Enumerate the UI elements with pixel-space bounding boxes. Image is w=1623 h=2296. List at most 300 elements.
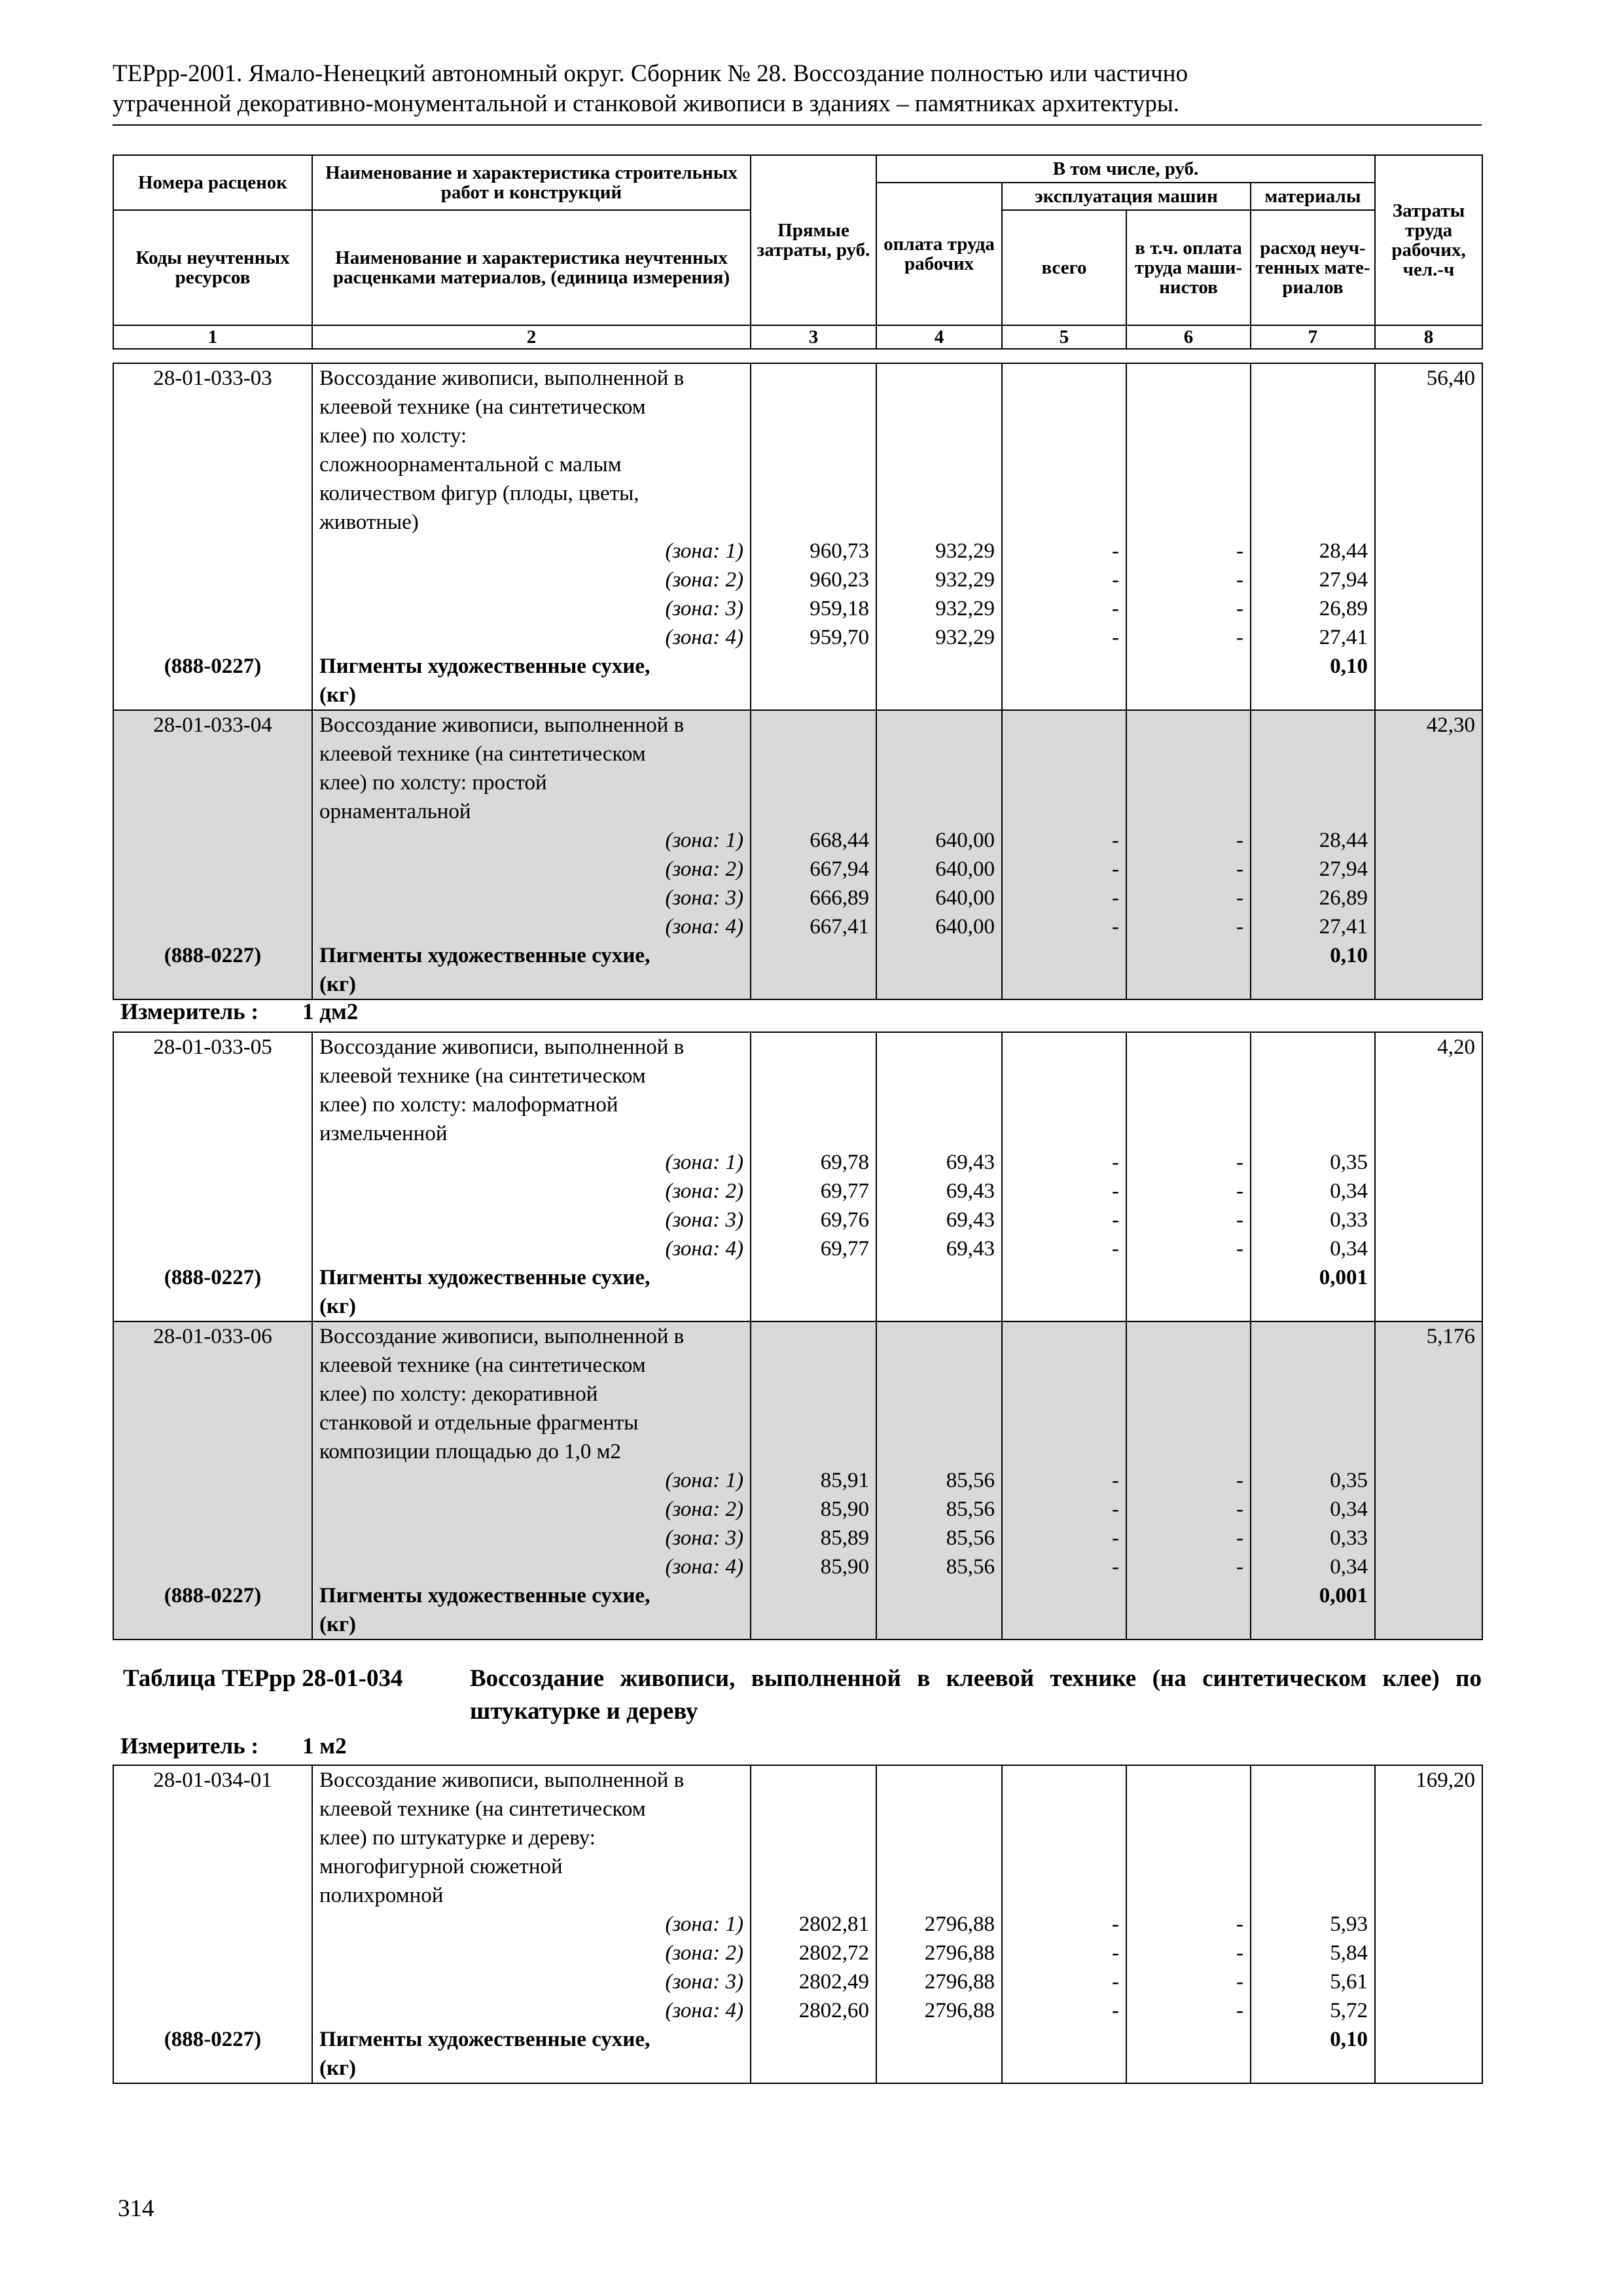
machine-labor-value: -: [1236, 1498, 1243, 1521]
machine-labor-value: -: [1236, 597, 1243, 620]
labor-pay-value: 2796,88: [924, 1941, 995, 1965]
machine-labor-value: -: [1236, 539, 1243, 563]
spacer: [1258, 1766, 1368, 1795]
rate-description-cell: [312, 1765, 751, 2083]
rate-row: [113, 1032, 1482, 1321]
spacer: [1133, 1795, 1243, 1823]
spacer: [883, 1062, 995, 1090]
spacer: [883, 1823, 995, 1852]
description-line: клеевой технике (на синтетическом: [319, 742, 646, 766]
materials-value: 27,94: [1319, 857, 1368, 881]
col-num-5: 5: [1002, 325, 1126, 349]
materials-value: 0,34: [1330, 1498, 1368, 1521]
description-line: орнаментальной: [319, 800, 471, 823]
col-direct-costs: Прямые затраты, руб.: [751, 155, 876, 325]
spacer: [120, 508, 305, 537]
materials-value: 0,34: [1330, 1555, 1368, 1579]
description-line: станковой и отдельные фрагменты: [319, 1411, 639, 1435]
materials-value: 5,93: [1330, 1912, 1368, 1936]
rate-description-cell: [312, 710, 751, 999]
measure-unit-1: [120, 999, 359, 1025]
labor-pay-cell: [876, 710, 1002, 999]
machine-total-value: -: [1112, 1970, 1119, 1994]
labor-pay-cell: [876, 1765, 1002, 2083]
spacer: [120, 1552, 305, 1581]
rates-table-033-b: [113, 1031, 1483, 1640]
materials-value: 0,35: [1330, 1151, 1368, 1174]
spacer: [758, 1881, 869, 1910]
spacer: [1009, 1881, 1119, 1910]
rate-code-cell: [113, 1321, 312, 1640]
table-034-label: Таблица ТЕРрр 28-01-034: [123, 1665, 403, 1692]
materials-cell: [1251, 710, 1375, 999]
machine-labor-cell: [1126, 1321, 1251, 1640]
direct-cost-value: 2802,72: [798, 1941, 869, 1965]
zone-label: (зона: 3): [665, 597, 743, 620]
materials-value: 26,89: [1319, 886, 1368, 910]
direct-cost-value: 85,89: [820, 1526, 869, 1550]
machine-labor-value: -: [1236, 626, 1243, 649]
materials-value: 0,33: [1330, 1208, 1368, 1232]
description-line: клее) по холсту: декоративной: [319, 1382, 598, 1406]
zone-label: (зона: 4): [665, 915, 743, 939]
direct-cost-value: 85,90: [820, 1555, 869, 1579]
spacer: [1258, 1795, 1368, 1823]
spacer: [883, 1322, 995, 1351]
description-line: животные): [319, 511, 419, 534]
description-line: Воссоздание живописи, выполненной в: [319, 713, 685, 737]
spacer: [120, 855, 305, 884]
spacer: [120, 1795, 305, 1823]
table-034-name: Воссоздание живописи, выполненной в клеевой технике (на синтетическом клее) по штукатурке и дереву: [470, 1665, 1482, 1725]
resource-unit: (кг): [319, 1613, 356, 1636]
spacer: [758, 1380, 869, 1408]
description-line: клеевой технике (на синтетическом: [319, 1797, 646, 1821]
labor-pay-cell: [876, 1032, 1002, 1321]
spacer: [883, 1766, 995, 1795]
zone-label: (зона: 3): [665, 1970, 743, 1994]
description-line: композиции площадью до 1,0 м2: [319, 1440, 622, 1463]
machine-labor-value: -: [1236, 1469, 1243, 1492]
description-line: клее) по холсту: простой: [319, 771, 547, 795]
spacer: [120, 1852, 305, 1881]
spacer: [1009, 1351, 1119, 1380]
spacer: [758, 364, 869, 393]
zone-label: (зона: 1): [665, 829, 743, 852]
direct-cost-cell: [751, 1032, 876, 1321]
direct-cost-value: 69,77: [820, 1179, 869, 1203]
col-machine-labor: в т.ч. оплата труда маши-нистов: [1126, 210, 1251, 325]
spacer: [1133, 1881, 1243, 1910]
resource-name: Пигменты художественные сухие,: [319, 2028, 651, 2051]
spacer: [883, 1408, 995, 1437]
direct-cost-value: 668,44: [810, 829, 869, 852]
resource-unit: (кг): [319, 973, 356, 996]
spacer: [1133, 711, 1243, 740]
spacer: [1258, 1090, 1368, 1119]
labor-pay-value: 932,29: [935, 597, 995, 620]
zone-label: (зона: 1): [665, 1469, 743, 1492]
spacer: [120, 740, 305, 768]
column-header-table: [113, 154, 1483, 350]
machine-total-cell: [1002, 1321, 1126, 1640]
labor-pay-value: 640,00: [935, 886, 995, 910]
machine-total-value: -: [1112, 1526, 1119, 1550]
spacer: [1258, 740, 1368, 768]
machine-total-cell: [1002, 1765, 1126, 2083]
machine-total-value: -: [1112, 1208, 1119, 1232]
spacer: [883, 740, 995, 768]
spacer: [883, 450, 995, 479]
spacer: [1133, 768, 1243, 797]
rate-description-cell: [312, 1032, 751, 1321]
page-header: [113, 59, 1480, 119]
machine-total-cell: [1002, 363, 1126, 710]
rate-code-cell: [113, 363, 312, 710]
spacer: [1009, 1090, 1119, 1119]
spacer: [1133, 1119, 1243, 1148]
spacer: [1133, 797, 1243, 826]
labor-pay-cell: [876, 363, 1002, 710]
machine-labor-cell: [1126, 710, 1251, 999]
spacer: [120, 1996, 305, 2025]
spacer: [120, 826, 305, 855]
rate-description-cell: [312, 363, 751, 710]
col-materials-unaccounted: расход неуч-тенных мате-риалов: [1251, 210, 1375, 325]
spacer: [1258, 1823, 1368, 1852]
spacer: [1009, 364, 1119, 393]
spacer: [1258, 364, 1368, 393]
rate-row: [113, 363, 1482, 710]
labor-hours-cell: [1375, 710, 1482, 999]
rate-code: 28-01-033-06: [153, 1325, 272, 1348]
labor-pay-value: 932,29: [935, 568, 995, 592]
description-line: клеевой технике (на синтетическом: [319, 1354, 646, 1377]
spacer: [1258, 1033, 1368, 1062]
spacer: [120, 1495, 305, 1524]
labor-pay-value: 85,56: [946, 1555, 995, 1579]
spacer: [1133, 393, 1243, 422]
spacer: [758, 711, 869, 740]
spacer: [883, 1852, 995, 1881]
spacer: [120, 537, 305, 565]
direct-cost-value: 667,41: [810, 915, 869, 939]
machine-total-value: -: [1112, 1555, 1119, 1579]
spacer: [758, 1062, 869, 1090]
pigment-quantity: 0,10: [1330, 2028, 1368, 2051]
materials-value: 27,94: [1319, 568, 1368, 592]
materials-value: 28,44: [1319, 539, 1368, 563]
resource-name: Пигменты художественные сухие,: [319, 944, 651, 967]
labor-pay-value: 69,43: [946, 1179, 995, 1203]
machine-total-value: -: [1112, 1498, 1119, 1521]
spacer: [120, 1939, 305, 1967]
rate-row: [113, 710, 1482, 999]
spacer: [120, 422, 305, 450]
spacer: [120, 479, 305, 508]
spacer: [120, 797, 305, 826]
spacer: [883, 393, 995, 422]
machine-labor-value: -: [1236, 568, 1243, 592]
resource-unit: (кг): [319, 1295, 356, 1318]
description-line: многофигурной сюжетной: [319, 1855, 563, 1878]
spacer: [883, 1795, 995, 1823]
labor-pay-value: 932,29: [935, 626, 995, 649]
spacer: [120, 1177, 305, 1206]
col-machine-operation: эксплуатация машин: [1002, 183, 1251, 210]
direct-cost-value: 85,91: [820, 1469, 869, 1492]
machine-labor-value: -: [1236, 1912, 1243, 1936]
resource-unit: (кг): [319, 2056, 356, 2080]
machine-labor-value: -: [1236, 1970, 1243, 1994]
spacer: [120, 1437, 305, 1466]
spacer: [758, 797, 869, 826]
spacer: [120, 1823, 305, 1852]
spacer: [1133, 364, 1243, 393]
resource-name: Пигменты художественные сухие,: [319, 1266, 651, 1289]
col-rate-numbers: Номера расценок: [113, 155, 312, 210]
machine-total-value: -: [1112, 539, 1119, 563]
labor-pay-value: 640,00: [935, 915, 995, 939]
spacer: [883, 711, 995, 740]
spacer: [120, 1466, 305, 1495]
machine-labor-value: -: [1236, 1208, 1243, 1232]
materials-value: 5,61: [1330, 1970, 1368, 1994]
spacer: [1133, 1380, 1243, 1408]
pigment-quantity: 0,001: [1319, 1584, 1368, 1607]
machine-total-value: -: [1112, 1941, 1119, 1965]
spacer: [883, 1351, 995, 1380]
resource-name: Пигменты художественные сухие,: [319, 655, 651, 678]
spacer: [1133, 1408, 1243, 1437]
labor-pay-cell: [876, 1321, 1002, 1640]
measure-label: Измеритель :: [120, 1733, 259, 1759]
labor-hours: 56,40: [1426, 367, 1475, 390]
rate-code: 28-01-033-05: [153, 1035, 272, 1059]
spacer: [1009, 393, 1119, 422]
labor-hours: 42,30: [1426, 713, 1475, 737]
spacer: [120, 1090, 305, 1119]
rate-code: 28-01-033-04: [153, 713, 272, 737]
description-line: полихромной: [319, 1884, 444, 1907]
spacer: [120, 1206, 305, 1234]
direct-cost-value: 960,23: [810, 568, 869, 592]
machine-labor-cell: [1126, 1032, 1251, 1321]
labor-pay-value: 85,56: [946, 1498, 995, 1521]
spacer: [758, 393, 869, 422]
zone-label: (зона: 2): [665, 568, 743, 592]
col-num-2: 2: [312, 325, 751, 349]
zone-label: (зона: 4): [665, 1999, 743, 2022]
materials-value: 5,72: [1330, 1999, 1368, 2022]
spacer: [120, 768, 305, 797]
spacer: [1258, 393, 1368, 422]
spacer: [1258, 1852, 1368, 1881]
rate-code-cell: [113, 710, 312, 999]
col-num-3: 3: [751, 325, 876, 349]
zone-label: (зона: 4): [665, 1555, 743, 1579]
machine-total-value: -: [1112, 1912, 1119, 1936]
direct-cost-cell: [751, 710, 876, 999]
zone-label: (зона: 2): [665, 1941, 743, 1965]
description-line: измельченной: [319, 1122, 448, 1145]
zone-label: (зона: 1): [665, 1151, 743, 1174]
description-line: Воссоздание живописи, выполненной в: [319, 1768, 685, 1792]
spacer: [1258, 1408, 1368, 1437]
spacer: [883, 797, 995, 826]
machine-total-value: -: [1112, 1237, 1119, 1261]
direct-cost-value: 2802,81: [798, 1912, 869, 1936]
machine-labor-value: -: [1236, 829, 1243, 852]
col-machine-total: всего: [1002, 210, 1126, 325]
machine-labor-cell: [1126, 1765, 1251, 2083]
machine-labor-value: -: [1236, 1237, 1243, 1261]
spacer: [883, 479, 995, 508]
spacer: [1133, 1351, 1243, 1380]
spacer: [120, 393, 305, 422]
rate-description-cell: [312, 1321, 751, 1640]
spacer: [758, 1322, 869, 1351]
machine-total-value: -: [1112, 597, 1119, 620]
spacer: [1258, 422, 1368, 450]
spacer: [883, 364, 995, 393]
spacer: [883, 1119, 995, 1148]
materials-value: 0,35: [1330, 1469, 1368, 1492]
labor-hours-cell: [1375, 1765, 1482, 2083]
machine-total-value: -: [1112, 1469, 1119, 1492]
spacer: [758, 1852, 869, 1881]
rate-code: 28-01-034-01: [153, 1768, 272, 1792]
spacer: [1258, 768, 1368, 797]
spacer: [1009, 422, 1119, 450]
col-resource-codes: Коды неучтенных ресурсов: [113, 210, 312, 325]
spacer: [120, 1524, 305, 1552]
rate-row: [113, 1321, 1482, 1640]
spacer: [1258, 508, 1368, 537]
spacer: [758, 768, 869, 797]
labor-hours-cell: [1375, 1032, 1482, 1321]
spacer: [1009, 1795, 1119, 1823]
direct-cost-cell: [751, 1321, 876, 1640]
spacer: [883, 1090, 995, 1119]
materials-cell: [1251, 1765, 1375, 2083]
rates-table-034: [113, 1765, 1483, 2084]
machine-total-value: -: [1112, 829, 1119, 852]
resource-code: (888-0227): [164, 1266, 262, 1289]
spacer: [120, 450, 305, 479]
spacer: [1133, 1322, 1243, 1351]
spacer: [1009, 1823, 1119, 1852]
direct-cost-value: 960,73: [810, 539, 869, 563]
description-line: Воссоздание живописи, выполненной в: [319, 1325, 685, 1348]
labor-hours: 4,20: [1437, 1035, 1475, 1059]
spacer: [1133, 479, 1243, 508]
labor-pay-value: 69,43: [946, 1151, 995, 1174]
zone-label: (зона: 4): [665, 1237, 743, 1261]
spacer: [758, 508, 869, 537]
spacer: [1133, 1033, 1243, 1062]
materials-value: 0,34: [1330, 1179, 1368, 1203]
spacer: [1258, 797, 1368, 826]
spacer: [1133, 1823, 1243, 1852]
rate-code: 28-01-033-03: [153, 367, 272, 390]
direct-cost-value: 69,77: [820, 1237, 869, 1261]
resource-code: (888-0227): [164, 2028, 262, 2051]
machine-total-value: -: [1112, 1999, 1119, 2022]
spacer: [1009, 1380, 1119, 1408]
direct-cost-value: 69,78: [820, 1151, 869, 1174]
resource-name: Пигменты художественные сухие,: [319, 1584, 651, 1607]
zone-label: (зона: 2): [665, 1498, 743, 1521]
spacer: [1258, 1380, 1368, 1408]
spacer: [883, 1881, 995, 1910]
spacer: [1258, 1881, 1368, 1910]
spacer: [120, 1881, 305, 1910]
materials-cell: [1251, 363, 1375, 710]
zone-label: (зона: 4): [665, 626, 743, 649]
spacer: [120, 884, 305, 912]
spacer: [120, 1148, 305, 1177]
spacer: [883, 768, 995, 797]
spacer: [1258, 1062, 1368, 1090]
machine-labor-value: -: [1236, 886, 1243, 910]
labor-hours-cell: [1375, 363, 1482, 710]
machine-labor-value: -: [1236, 1151, 1243, 1174]
materials-value: 27,41: [1319, 915, 1368, 939]
labor-pay-value: 85,56: [946, 1526, 995, 1550]
measure-unit-2: [120, 1733, 347, 1759]
measure-value: 1 м2: [302, 1733, 347, 1759]
direct-cost-cell: [751, 363, 876, 710]
spacer: [758, 1766, 869, 1795]
spacer: [120, 1967, 305, 1996]
spacer: [120, 623, 305, 652]
description-line: клеевой технике (на синтетическом: [319, 1064, 646, 1088]
spacer: [1009, 1766, 1119, 1795]
spacer: [1133, 1090, 1243, 1119]
col-materials: материалы: [1251, 183, 1375, 210]
zone-label: (зона: 1): [665, 539, 743, 563]
spacer: [1133, 1437, 1243, 1466]
labor-pay-value: 69,43: [946, 1208, 995, 1232]
resource-unit: (кг): [319, 683, 356, 707]
spacer: [1133, 1062, 1243, 1090]
spacer: [758, 1823, 869, 1852]
spacer: [1258, 1119, 1368, 1148]
description-line: количеством фигур (плоды, цветы,: [319, 482, 639, 505]
col-num-1: 1: [113, 325, 312, 349]
spacer: [120, 1119, 305, 1148]
spacer: [758, 740, 869, 768]
spacer: [1009, 1119, 1119, 1148]
labor-pay-value: 2796,88: [924, 1912, 995, 1936]
direct-cost-value: 959,18: [810, 597, 869, 620]
spacer: [1258, 450, 1368, 479]
rate-row: [113, 1765, 1482, 2083]
spacer: [1009, 768, 1119, 797]
direct-cost-value: 2802,49: [798, 1970, 869, 1994]
spacer: [758, 422, 869, 450]
materials-cell: [1251, 1321, 1375, 1640]
spacer: [758, 1090, 869, 1119]
spacer: [1009, 1852, 1119, 1881]
description-line: клее) по штукатурке и дереву:: [319, 1826, 596, 1850]
labor-pay-value: 2796,88: [924, 1999, 995, 2022]
direct-cost-value: 2802,60: [798, 1999, 869, 2022]
direct-cost-value: 667,94: [810, 857, 869, 881]
machine-labor-value: -: [1236, 1555, 1243, 1579]
machine-total-cell: [1002, 1032, 1126, 1321]
